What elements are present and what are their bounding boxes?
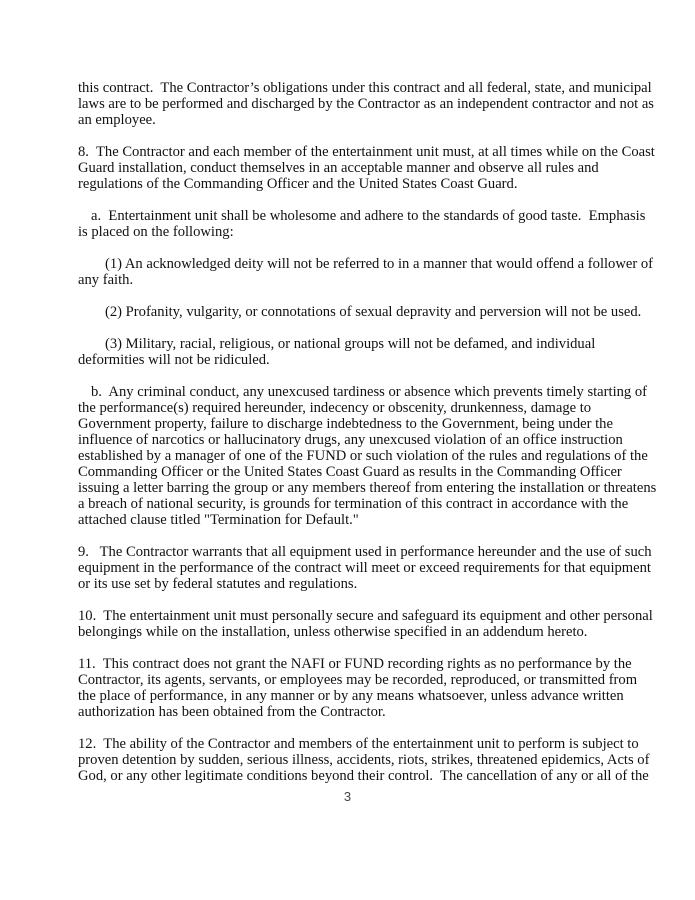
text-line: 8. The Contractor and each member of the entertainment unit must, at all times while on the Coast: [78, 144, 655, 160]
paragraph: [78, 544, 652, 592]
text-line: any faith.: [78, 272, 134, 288]
text-line: established by a manager of one of the FUND or such violation of the rules and regulations of the: [78, 448, 648, 464]
text-line: (3) Military, racial, religious, or national groups will not be defamed, and individual: [105, 336, 596, 352]
text-line: a. Entertainment unit shall be wholesome and adhere to the standards of good taste. Emphasis: [91, 208, 646, 224]
page-number: 3: [343, 789, 352, 804]
paragraph: [78, 608, 653, 640]
text-line: authorization has been obtained from the Contractor.: [78, 704, 386, 720]
text-line: Contractor, its agents, servants, or employees may be recorded, reproduced, or transmitted from: [78, 672, 638, 688]
text-line: 12. The ability of the Contractor and members of the entertainment unit to perform is subject to: [78, 736, 639, 752]
document-body: [78, 80, 657, 800]
paragraph: [78, 304, 642, 320]
text-line: laws are to be performed and discharged by the Contractor as an independent contractor and not as: [78, 96, 654, 112]
text-line: this contract. The Contractor’s obligations under this contract and all federal, state, and municipal: [78, 80, 652, 96]
paragraph: [78, 256, 654, 288]
text-line: deformities will not be ridiculed.: [78, 352, 270, 368]
text-line: Government property, failure to discharge indebtedness to the Government, being under the: [78, 416, 613, 432]
text-line: 11. This contract does not grant the NAFI or FUND recording rights as no performance by the: [78, 656, 632, 672]
text-line: b. Any criminal conduct, any unexcused tardiness or absence which prevents timely starting of: [91, 384, 648, 400]
text-line: is placed on the following:: [78, 224, 234, 240]
text-line: (1) An acknowledged deity will not be referred to in a manner that would offend a follower of: [105, 256, 654, 272]
text-line: equipment in the performance of the contract will meet or exceed requirements for that equipment: [78, 560, 651, 576]
text-line: or its use set by federal statutes and regulations.: [78, 576, 358, 592]
text-line: (2) Profanity, vulgarity, or connotations of sexual depravity and perversion will not be used.: [105, 304, 642, 320]
text-line: proven detention by sudden, serious illness, accidents, riots, strikes, threatened epidemics, Acts of: [78, 752, 650, 768]
text-line: the place of performance, in any manner or by any means whatsoever, unless advance written: [78, 688, 624, 704]
paragraph: [78, 144, 655, 192]
text-line: issuing a letter barring the group or any members thereof from entering the installation or threatens: [78, 480, 657, 496]
text-line: attached clause titled "Termination for Default.": [78, 512, 359, 528]
text-line: the performance(s) required hereunder, indecency or obscenity, drunkenness, damage to: [78, 400, 592, 416]
text-line: regulations of the Commanding Officer and the United States Coast Guard.: [78, 176, 518, 192]
text-line: 9. The Contractor warrants that all equipment used in performance hereunder and the use of such: [78, 544, 652, 560]
text-line: 10. The entertainment unit must personally secure and safeguard its equipment and other personal: [78, 608, 653, 624]
text-line: Guard installation, conduct themselves in an acceptable manner and observe all rules and: [78, 160, 599, 176]
paragraph: [78, 80, 654, 128]
text-line: an employee.: [78, 112, 156, 128]
paragraph: [78, 656, 638, 720]
text-line: influence of narcotics or hallucinatory drugs, any unexcused violation of an office instruction: [78, 432, 623, 448]
paragraph: [78, 384, 657, 528]
paragraph: [78, 736, 650, 784]
text-line: a breach of national security, is grounds for termination of this contract in accordance with the: [78, 496, 629, 512]
paragraph: [78, 336, 638, 368]
text-line: God, or any other legitimate conditions beyond their control. The cancellation of any or all of the: [78, 768, 649, 784]
text-line: belongings while on the installation, unless otherwise specified in an addendum hereto.: [78, 624, 588, 640]
paragraph: [78, 208, 646, 240]
text-line: Commanding Officer or the United States Coast Guard as results in the Commanding Officer: [78, 464, 622, 480]
